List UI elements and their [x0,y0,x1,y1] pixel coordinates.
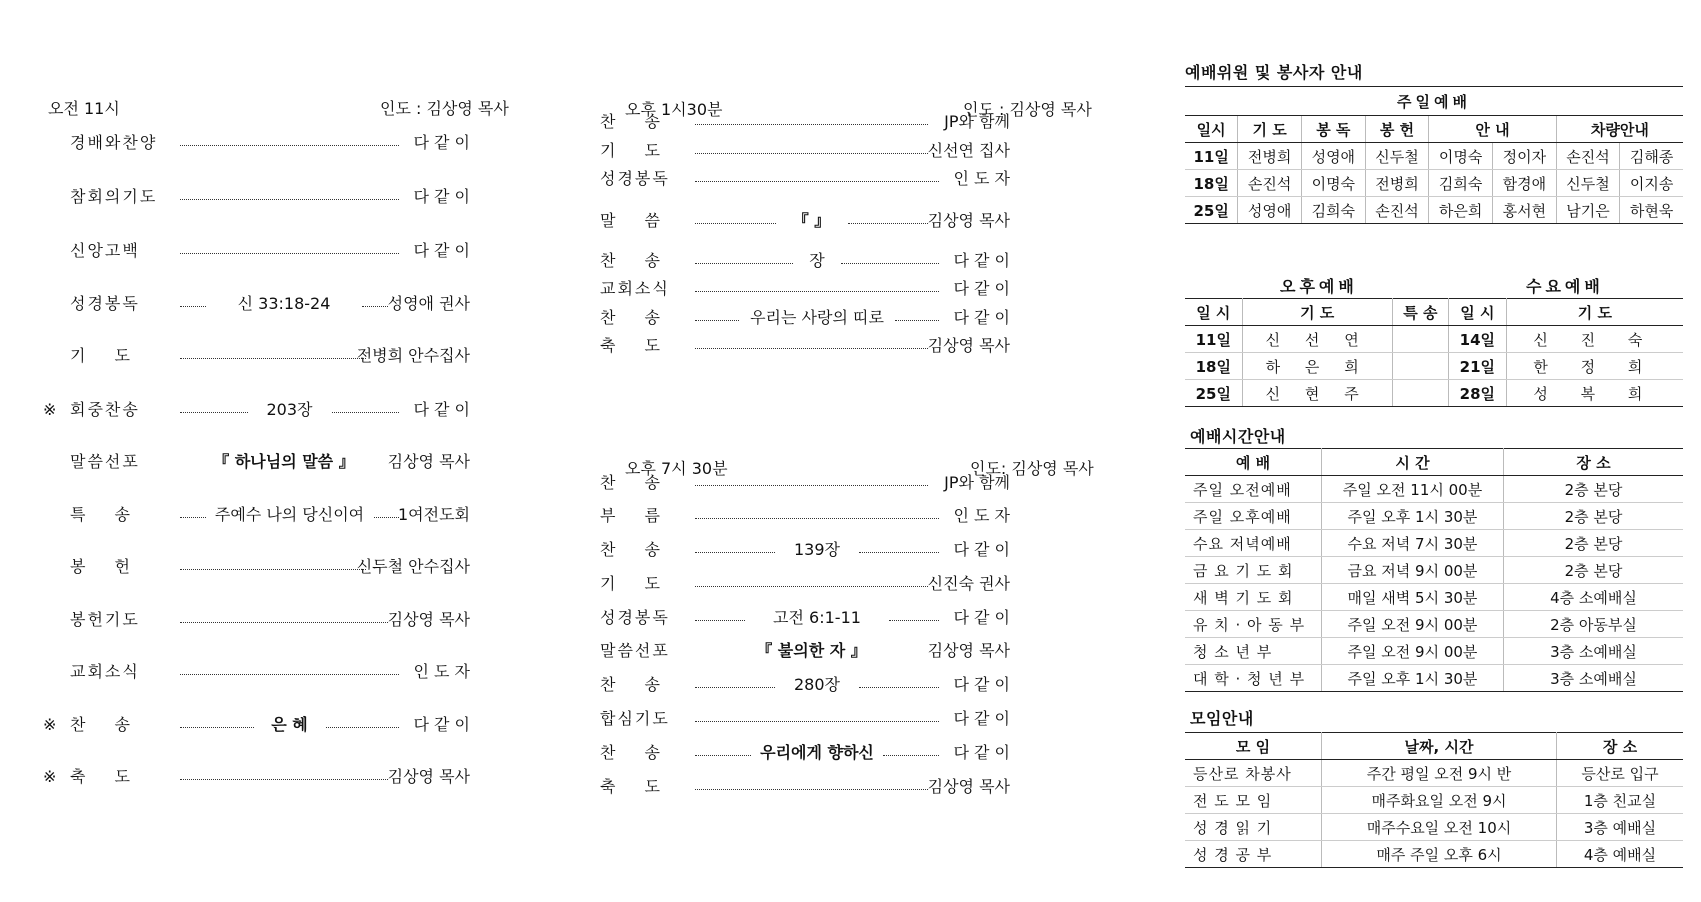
program-detail: 신 33:18-24 [237,294,331,313]
th-time: 시 간 [1322,449,1504,476]
program-value: 인 도 자 [413,662,470,681]
program-row [600,504,1010,528]
leader-dots [180,253,399,254]
program-label: 봉 헌 [70,557,142,576]
standing-mark: ※ [43,767,57,786]
time-cell: 금요 저녁 9시 00분 [1322,557,1504,584]
place-cell: 2층 본당 [1504,476,1684,503]
prayer-name: 하 은 희 [1242,353,1392,380]
program-label: 성경봉독 [600,608,670,627]
program-detail: 은 혜 [271,715,308,734]
volunteer-name: 이명숙 [1301,170,1365,197]
program-row [600,277,1010,301]
sunday-table-title: 주일예배 [1185,87,1683,116]
volunteer-name: 전병희 [1238,143,1302,170]
program-value: 전병희 안수집사 [356,346,470,365]
program-value: 김상영 목사 [927,641,1010,660]
name-cell: 새 벽 기 도 회 [1185,584,1322,611]
program-row [600,572,1010,596]
place-cell: 2층 아동부실 [1504,611,1684,638]
am-service-leader: 인도 : 김상영 목사 [380,99,509,118]
program-value: 김상영 목사 [927,777,1010,796]
time-cell: 주일 오후 1시 30분 [1322,665,1504,692]
program-row [600,249,1010,273]
th-meeting: 모 임 [1185,733,1322,760]
leader-dots [695,348,928,349]
pm7-service-leader: 인도: 김상영 목사 [970,459,1094,478]
leader-dots [695,721,939,722]
time-cell: 매주 주일 오후 6시 [1322,841,1557,868]
leader-dots [883,755,939,756]
row-date: 14일 [1448,326,1506,353]
place-cell: 3층 소예배실 [1504,638,1684,665]
volunteer-name: 하은희 [1429,197,1493,224]
program-row [70,292,470,316]
program-label: 신앙고백 [70,241,140,260]
program-label: 기 도 [600,574,672,593]
program-label: 찬 송 [600,473,672,492]
program-label: 찬 송 [600,308,672,327]
volunteer-name: 성영애 [1301,143,1365,170]
volunteer-name: 함경애 [1493,170,1557,197]
row-date: 11일 [1185,143,1238,170]
row-date: 21일 [1448,353,1506,380]
program-label: 축 도 [600,777,672,796]
program-value: 다 같 이 [413,400,470,419]
time-cell: 수요 저녁 7시 30분 [1322,530,1504,557]
th-wed-date: 일 시 [1448,299,1506,326]
name-cell: 등산로 차봉사 [1185,760,1322,787]
time-cell: 주간 평일 오전 9시 반 [1322,760,1557,787]
name-cell: 유 치 · 아 동 부 [1185,611,1322,638]
program-value: 김상영 목사 [927,211,1010,230]
time-cell: 주일 오전 9시 00분 [1322,611,1504,638]
program-label: 합심기도 [600,709,670,728]
program-label: 부 름 [600,506,672,525]
th-prayer: 기 도 [1238,116,1302,143]
leader-dots [695,687,775,688]
volunteer-name: 하현욱 [1620,197,1683,224]
program-row [70,185,470,209]
program-label: 교회소식 [70,662,140,681]
volunteer-name: 성영애 [1238,197,1302,224]
prayer-name: 신 선 연 [1242,326,1392,353]
program-value: JP와 함께 [944,112,1010,131]
program-row [600,139,1010,163]
place-cell: 4층 소예배실 [1504,584,1684,611]
program-label: 찬 송 [600,251,672,270]
volunteer-name: 손진석 [1556,143,1620,170]
program-label: 성경봉독 [70,294,140,313]
table-row [1185,638,1683,665]
program-label: 회중찬송 [70,400,140,419]
volunteer-name: 손진석 [1238,170,1302,197]
program-detail: 280장 [794,675,840,694]
program-value: 다 같 이 [953,675,1010,694]
volunteer-name: 김해종 [1620,143,1683,170]
leader-dots [695,263,793,264]
place-cell: 3층 소예배실 [1504,665,1684,692]
leader-dots [695,124,928,125]
leader-dots [326,727,400,728]
program-value: 신진숙 권사 [927,574,1010,593]
th-vehicle: 차량안내 [1556,116,1683,143]
program-row [600,538,1010,562]
special-song [1392,380,1448,407]
volunteer-name: 홍서현 [1493,197,1557,224]
program-label: 말씀선포 [70,452,140,471]
th-reading: 봉 독 [1301,116,1365,143]
program-row [600,209,1010,233]
place-cell: 2층 본당 [1504,557,1684,584]
place-cell: 2층 본당 [1504,530,1684,557]
table-row [1185,841,1683,868]
pm1-service-leader: 인도 : 김상영 목사 [963,100,1092,119]
program-value: 다 같 이 [953,308,1010,327]
program-label: 말씀선포 [600,641,670,660]
volunteer-name: 이명숙 [1429,143,1493,170]
leader-dots [695,153,928,154]
leader-dots [180,358,366,359]
program-row [70,131,470,155]
program-label: 말 씀 [600,211,672,230]
program-value: 신두철 안수집사 [356,557,470,576]
program-row [70,660,470,684]
th-place: 장 소 [1504,449,1684,476]
place-cell: 3층 예배실 [1557,814,1684,841]
program-row [70,555,470,579]
program-label: 찬 송 [600,675,672,694]
program-row [600,606,1010,630]
program-value: 다 같 이 [953,608,1010,627]
leader-dots [695,552,775,553]
program-row [43,765,470,789]
th-date: 일시 [1185,116,1238,143]
meetings-title: 모임안내 [1190,709,1254,728]
program-value: 다 같 이 [953,540,1010,559]
program-label: 성경봉독 [600,169,670,188]
place-cell: 2층 본당 [1504,503,1684,530]
program-row [600,306,1010,330]
pm7-service-time: 오후 7시 30분 [625,459,728,478]
pm1-service-time: 오후 1시30분 [625,100,723,119]
row-date: 18일 [1185,170,1238,197]
place-cell: 등산로 입구 [1557,760,1684,787]
program-row [70,239,470,263]
table-row [1185,503,1683,530]
program-detail: 주예수 나의 당신이여 [214,505,365,524]
program-value: 다 같 이 [413,241,470,260]
table-row [1185,197,1683,224]
time-cell: 주일 오전 9시 00분 [1322,638,1504,665]
program-value: 인 도 자 [953,506,1010,525]
th-meeting-place: 장 소 [1557,733,1684,760]
leader-dots [895,320,939,321]
program-row [600,673,1010,697]
table-row [1185,170,1683,197]
volunteer-name: 김희숙 [1429,170,1493,197]
row-date: 25일 [1185,380,1242,407]
leader-dots [180,569,366,570]
volunteer-name: 전병희 [1365,170,1429,197]
program-label: 특 송 [70,505,142,524]
name-cell: 수요 저녁예배 [1185,530,1322,557]
time-cell: 주일 오전 11시 00분 [1322,476,1504,503]
program-row [600,639,1010,663]
program-value: 다 같 이 [953,743,1010,762]
meetings-table [1185,732,1683,868]
table-row [1185,353,1683,380]
program-row [600,471,1010,495]
program-label: 찬 송 [70,715,142,734]
table-row [1185,787,1683,814]
name-cell: 대 학 · 청 년 부 [1185,665,1322,692]
leader-dots [695,181,939,182]
leader-dots [695,586,928,587]
name-cell: 금 요 기 도 회 [1185,557,1322,584]
program-row [43,398,470,422]
leader-dots [695,485,928,486]
leader-dots [180,517,206,518]
leader-dots [695,223,776,224]
leader-dots [841,263,939,264]
sunday-volunteer-table [1185,86,1683,224]
program-row [600,110,1010,134]
leader-dots [180,412,248,413]
leader-dots [362,306,388,307]
table-row [1185,665,1683,692]
table-row [1185,380,1683,407]
prayer-name: 신 진 숙 [1506,326,1683,353]
program-label: 봉헌기도 [70,610,140,629]
program-value: 김상영 목사 [387,610,470,629]
th-pm-special: 특 송 [1392,299,1448,326]
program-label: 교회소식 [600,279,670,298]
th-wed-prayer: 기 도 [1506,299,1683,326]
th-pm-date: 일 시 [1185,299,1242,326]
th-offering: 봉 헌 [1365,116,1429,143]
program-value: 다 같 이 [953,251,1010,270]
th-datetime: 날짜, 시간 [1322,733,1557,760]
name-cell: 주일 오후예배 [1185,503,1322,530]
th-guide: 안 내 [1429,116,1556,143]
prayer-name: 신 현 주 [1242,380,1392,407]
table-row [1185,584,1683,611]
leader-dots [180,779,388,780]
name-cell: 청 소 년 부 [1185,638,1322,665]
program-detail: 『 』 [792,211,831,230]
program-row [70,608,470,632]
table-row [1185,476,1683,503]
time-cell: 주일 오후 1시 30분 [1322,503,1504,530]
name-cell: 성 경 읽 기 [1185,814,1322,841]
service-times-title: 예배시간안내 [1190,427,1286,446]
program-value: 성영애 권사 [387,294,470,313]
leader-dots [374,517,400,518]
afternoon-table-title: 오후예배 [1280,277,1358,296]
leader-dots [180,727,254,728]
leader-dots [695,518,939,519]
program-row [600,167,1010,191]
program-value: 신선연 집사 [927,141,1010,160]
prayer-name: 성 복 희 [1506,380,1683,407]
program-detail: 203장 [266,400,313,419]
table-row [1185,326,1683,353]
leader-dots [180,622,388,623]
volunteer-name: 김희숙 [1301,197,1365,224]
table-row [1185,557,1683,584]
name-cell: 전 도 모 임 [1185,787,1322,814]
leader-dots [695,291,939,292]
program-value: 1여전도회 [397,505,470,524]
leader-dots [695,320,739,321]
afternoon-wednesday-table [1185,298,1683,407]
program-value: 김상영 목사 [927,336,1010,355]
row-date: 28일 [1448,380,1506,407]
leader-dots [695,789,928,790]
program-value: 다 같 이 [953,709,1010,728]
standing-mark: ※ [43,715,57,734]
program-label: 찬 송 [600,743,672,762]
leader-dots [180,306,206,307]
volunteer-name: 신두철 [1556,170,1620,197]
leader-dots [859,552,939,553]
program-row [600,707,1010,731]
program-value: 다 같 이 [953,279,1010,298]
program-value: 다 같 이 [413,133,470,152]
leader-dots [859,687,939,688]
service-times-table [1185,448,1683,692]
program-detail: 우리에게 향하신 [760,743,874,762]
program-value: 다 같 이 [413,715,470,734]
program-row [70,344,470,368]
am-service-time: 오전 11시 [48,99,120,118]
program-detail: 고전 6:1-11 [773,608,861,627]
prayer-name: 한 정 희 [1506,353,1683,380]
program-label: 축 도 [600,336,672,355]
table-row [1185,760,1683,787]
program-row [43,713,470,737]
leader-dots [180,674,399,675]
program-label: 축 도 [70,767,142,786]
volunteer-name: 신두철 [1365,143,1429,170]
leader-dots [332,412,400,413]
volunteer-section-title: 예배위원 및 봉사자 안내 [1185,63,1363,82]
program-label: 기 도 [70,346,142,365]
program-detail: 『 불의한 자 』 [756,641,867,660]
program-row [600,775,1010,799]
program-row [70,450,470,474]
wednesday-table-title: 수요예배 [1526,277,1604,296]
name-cell: 성 경 공 부 [1185,841,1322,868]
volunteer-name: 정이자 [1493,143,1557,170]
place-cell: 4층 예배실 [1557,841,1684,868]
leader-dots [180,145,399,146]
time-cell: 매일 새벽 5시 30분 [1322,584,1504,611]
program-value: 다 같 이 [413,187,470,206]
table-row [1185,143,1683,170]
program-detail: 『 하나님의 말씀 』 [213,452,355,471]
volunteer-name: 이지송 [1620,170,1683,197]
leader-dots [848,223,929,224]
program-label: 찬 송 [600,540,672,559]
standing-mark: ※ [43,400,57,419]
row-date: 25일 [1185,197,1238,224]
table-row [1185,530,1683,557]
leader-dots [889,620,939,621]
program-label: 참회의기도 [70,187,158,206]
special-song [1392,353,1448,380]
program-detail: 우리는 사랑의 띠로 [750,308,884,327]
program-value: 김상영 목사 [387,767,470,786]
table-row [1185,814,1683,841]
program-value: JP와 함께 [944,473,1010,492]
leader-dots [695,620,745,621]
time-cell: 매주화요일 오전 9시 [1322,787,1557,814]
program-value: 김상영 목사 [387,452,470,471]
program-label: 경배와찬양 [70,133,158,152]
program-detail: 장 [809,251,825,270]
table-row [1185,611,1683,638]
program-row [600,334,1010,358]
row-date: 11일 [1185,326,1242,353]
program-value: 인 도 자 [953,169,1010,188]
place-cell: 1층 친교실 [1557,787,1684,814]
volunteer-name: 손진석 [1365,197,1429,224]
program-row [70,503,470,527]
row-date: 18일 [1185,353,1242,380]
leader-dots [695,755,751,756]
th-pm-prayer: 기 도 [1242,299,1392,326]
th-service: 예 배 [1185,449,1322,476]
special-song [1392,326,1448,353]
program-detail: 139장 [794,540,840,559]
program-row [600,741,1010,765]
program-label: 찬 송 [600,112,672,131]
name-cell: 주일 오전예배 [1185,476,1322,503]
volunteer-name: 남기은 [1556,197,1620,224]
program-label: 기 도 [600,141,672,160]
time-cell: 매주수요일 오전 10시 [1322,814,1557,841]
leader-dots [180,199,399,200]
